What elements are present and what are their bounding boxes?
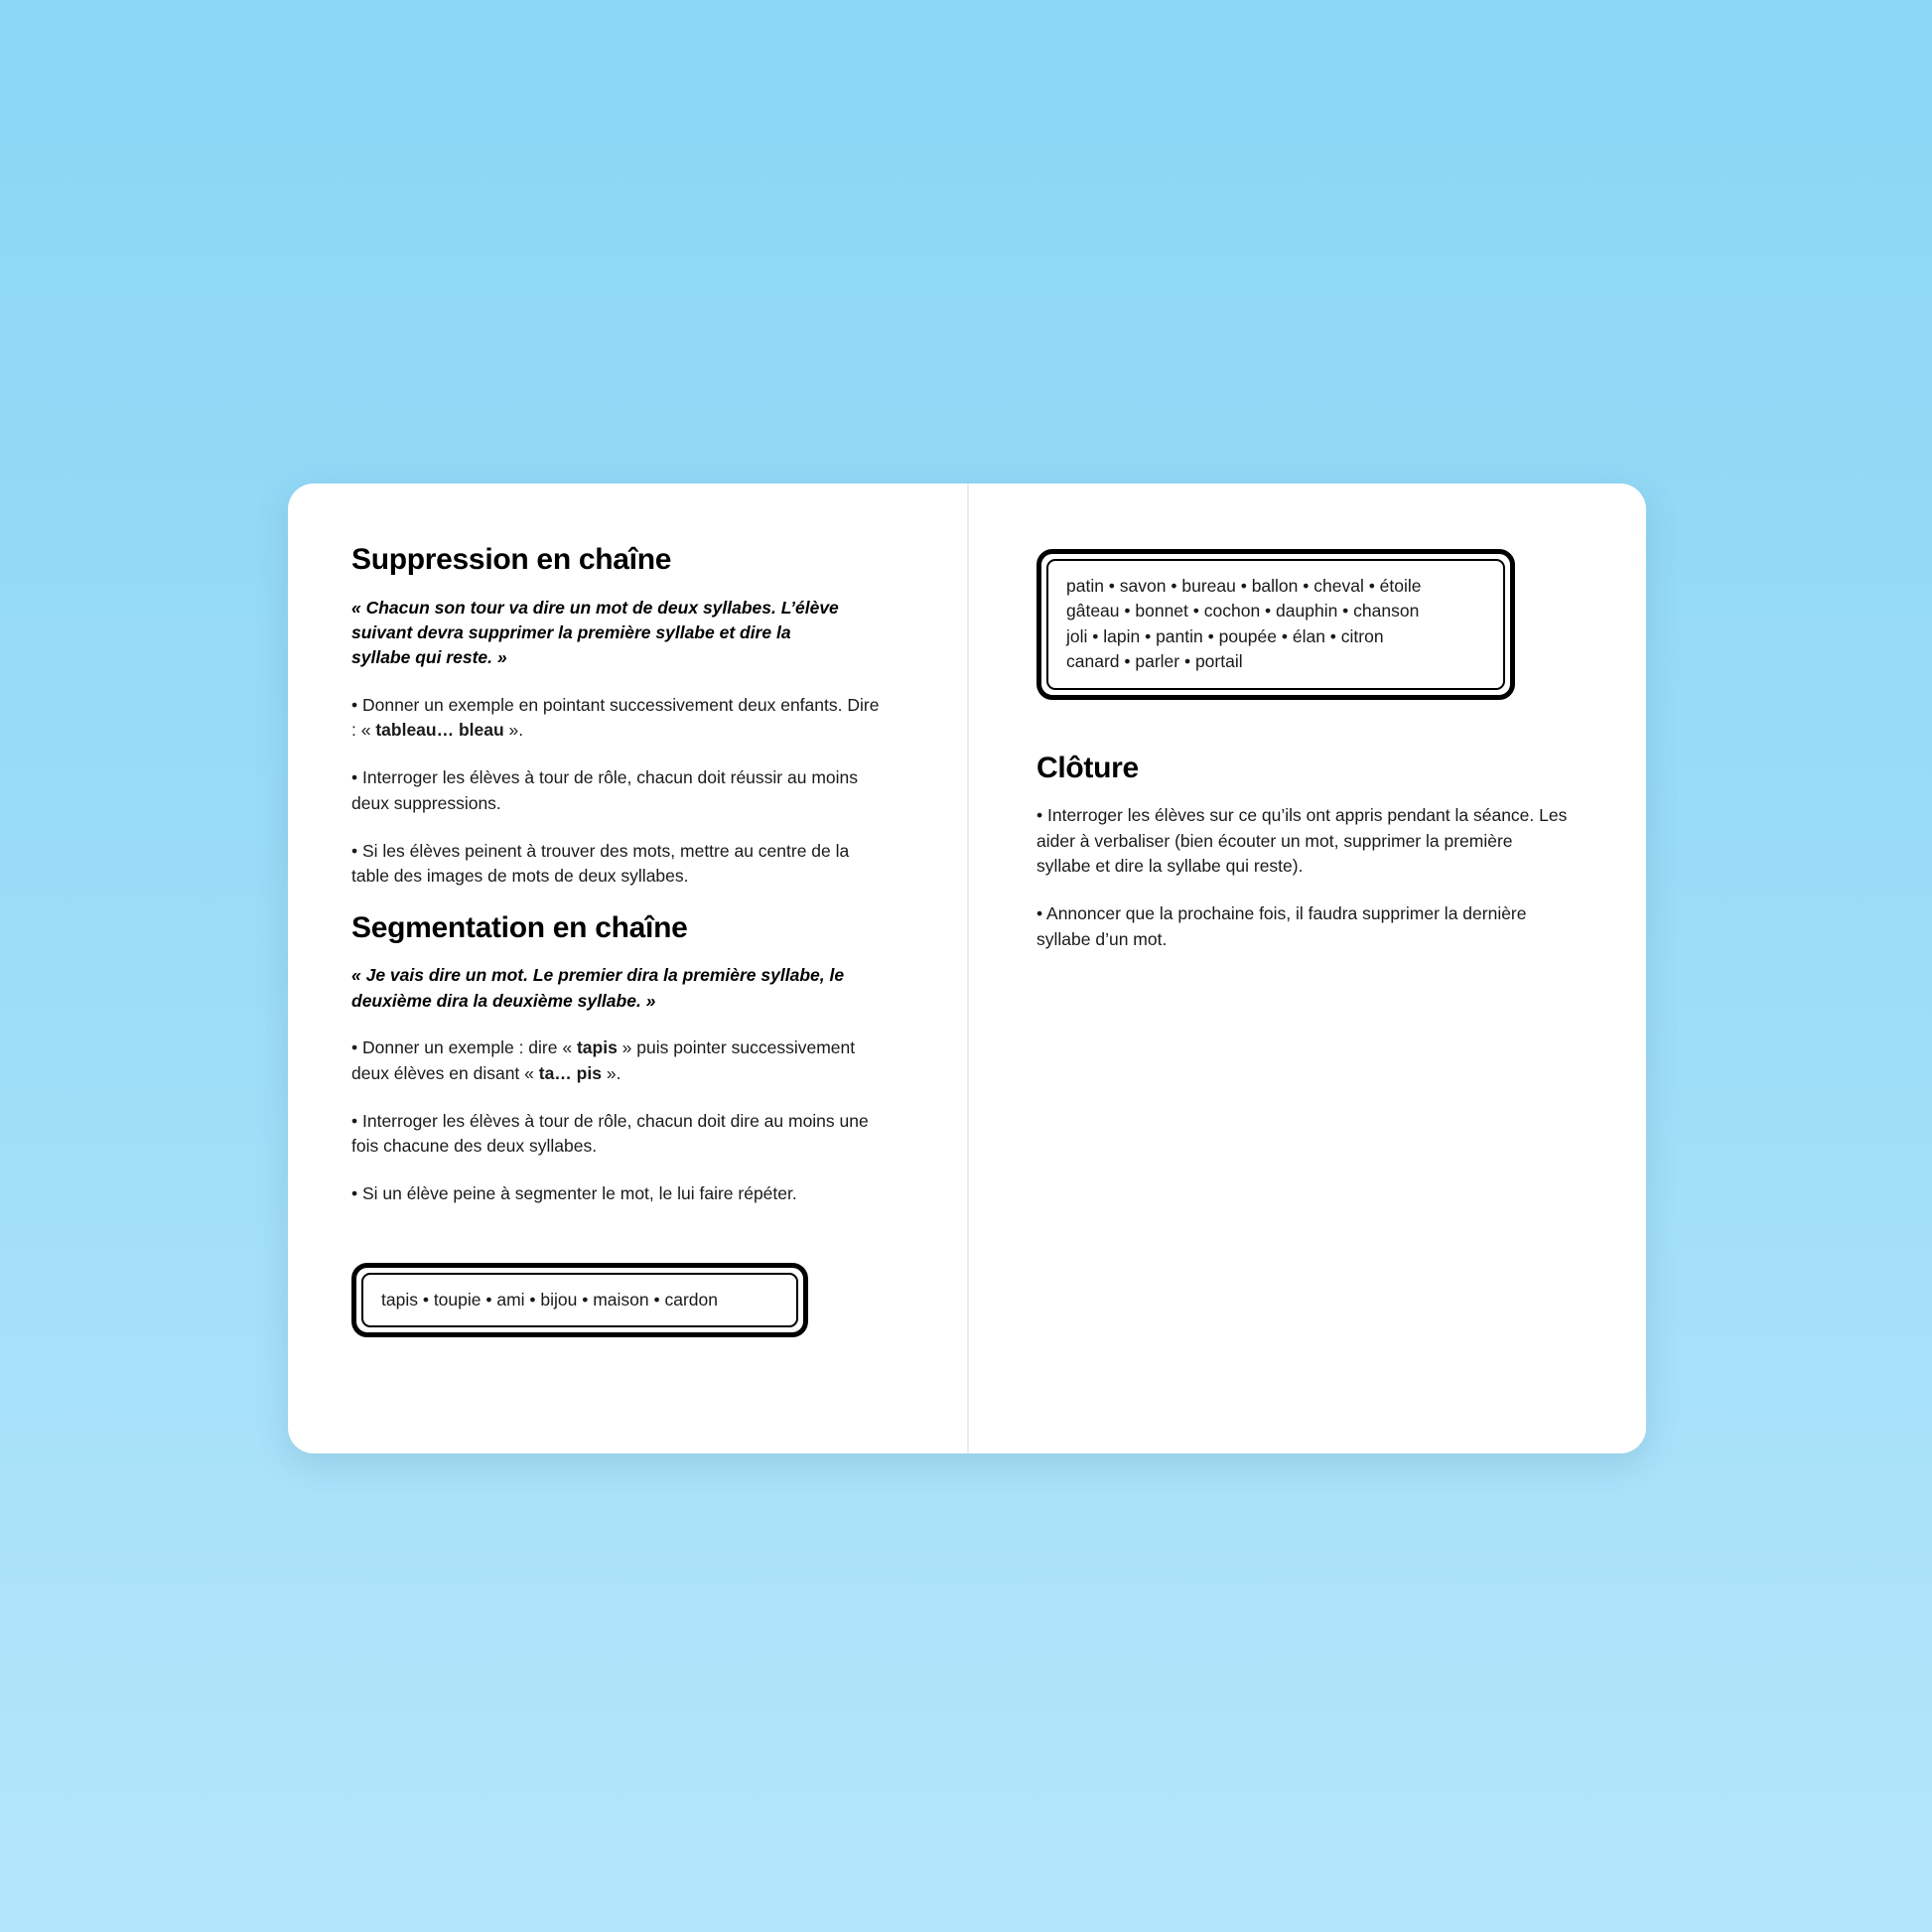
page-left — [288, 483, 967, 1453]
word-list-box-left — [351, 1263, 808, 1337]
bullet-suppression-2: • Interroger les élèves à tour de rôle, chacun doit réussir au moins deux suppressions. — [351, 767, 858, 813]
section-quote-segmentation: « Je vais dire un mot. Le premier dira la première syllabe, le deuxième dira la deuxième syllabe. » — [351, 965, 845, 1011]
section-heading-cloture: Clôture — [1036, 751, 1139, 784]
book-spread — [288, 483, 1646, 1453]
word-list-right-line-2: gâteau • bonnet • cochon • dauphin • chanson — [1066, 601, 1420, 621]
bullet-suppression-1: • Donner un exemple en pointant successivement deux enfants. Dire : « tableau… bleau ». — [351, 694, 880, 741]
bullet-segmentation-1: • Donner un exemple : dire « tapis » puis pointer successivement deux élèves en disant « ta… pis ». — [351, 1037, 856, 1083]
section-heading-segmentation: Segmentation en chaîne — [351, 910, 688, 944]
section-quote-suppression: « Chacun son tour va dire un mot de deux syllabes. L’élève suivant devra supprimer la première syllabe et dire la syllabe qui reste. » — [351, 597, 839, 668]
word-list-box-right — [1036, 549, 1515, 700]
word-list-right-line-3: joli • lapin • pantin • poupée • élan • citron — [1066, 625, 1384, 646]
bullet-suppression-3: • Si les élèves peinent à trouver des mots, mettre au centre de la table des images de mots de deux syllabes. — [351, 840, 850, 887]
section-heading-suppression: Suppression en chaîne — [351, 543, 672, 576]
word-list-right-line-4: canard • parler • portail — [1066, 651, 1243, 672]
bullet-segmentation-2: • Interroger les élèves à tour de rôle, chacun doit dire au moins une fois chacune des deux syllabes. — [351, 1110, 869, 1157]
bullet-cloture-1: • Interroger les élèves sur ce qu’ils ont appris pendant la séance. Les aider à verbaliser (bien écouter un mot, supprimer la première syllabe et dire la syllabe qui reste). — [1036, 805, 1568, 877]
bullet-segmentation-3: • Si un élève peine à segmenter le mot, le lui faire répéter. — [351, 1183, 797, 1204]
word-list-right — [1046, 559, 1505, 690]
page-right — [967, 483, 1646, 1453]
word-list-left: tapis • toupie • ami • bijou • maison • cardon — [361, 1273, 798, 1327]
word-list-right-line-1: patin • savon • bureau • ballon • cheval • étoile — [1066, 576, 1422, 596]
bullet-cloture-2: • Annoncer que la prochaine fois, il faudra supprimer la dernière syllabe d’un mot. — [1036, 903, 1527, 949]
